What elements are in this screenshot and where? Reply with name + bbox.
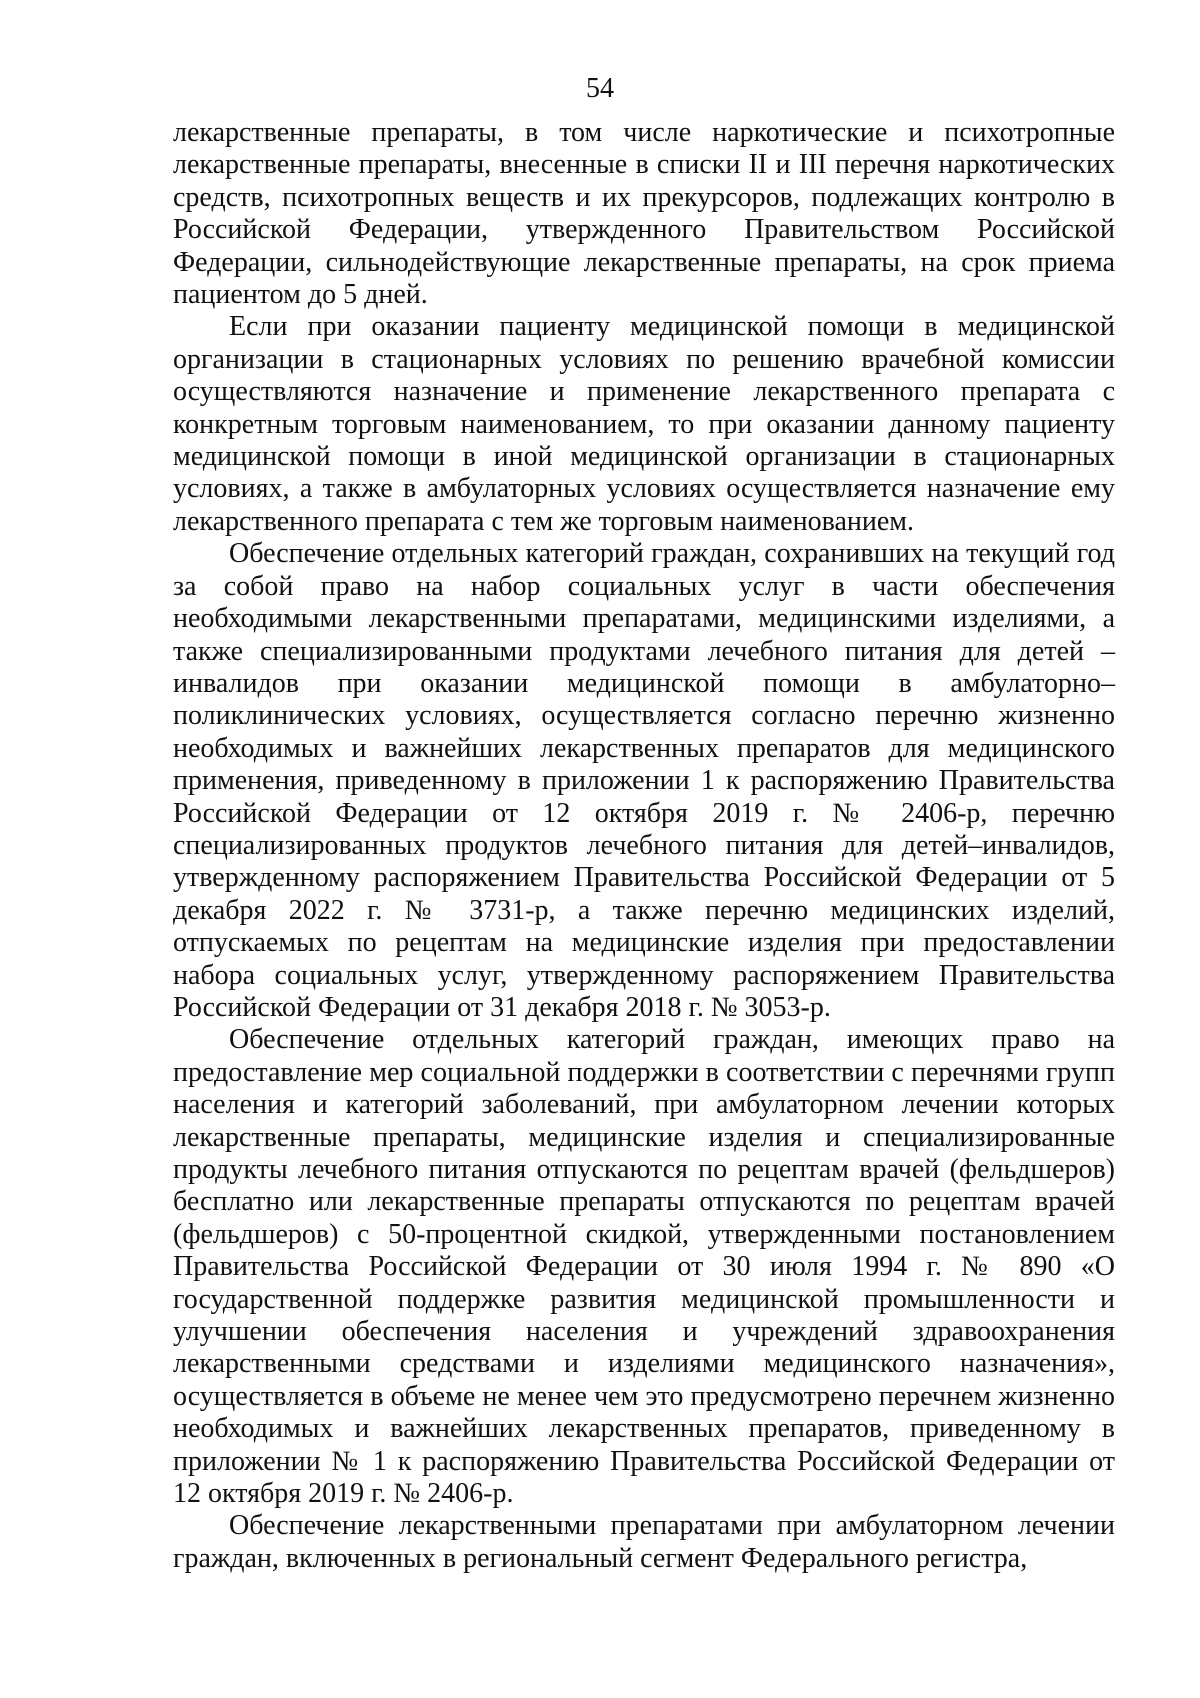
paragraph-regional-registry: Обеспечение лекарственными препаратами при амбулаторном лечении граждан, включенных в региональный сегмент Федерального регистра, bbox=[173, 1510, 1115, 1574]
document-body bbox=[173, 117, 1115, 1575]
paragraph-social-services-provision: Обеспечение отдельных категорий граждан, сохранивших на текущий год за собой право на набор социальных услуг в части обеспечения необходимыми лекарственными препаратами, медицинскими изделиями, а также специализированными продуктами лечебного питания для детей – инвалидов при оказании медицинской помощи в амбулаторно–поликлинических условиях, осуществляется согласно перечню жизненно необходимых и важнейших лекарственных препаратов для медицинского применения, приведенному в приложении 1 к распоряжению Правительства Российской Федерации от 12 октября 2019 г. № 2406-р, перечню специализированных продуктов лечебного питания для детей–инвалидов, утвержденному распоряжением Правительства Российской Федерации от 5 декабря 2022 г. № 3731-р, а также перечню медицинских изделий, отпускаемых по рецептам на медицинские изделия при предоставлении набора социальных услуг, утвержденному распоряжением Правительства Российской Федерации от 31 декабря 2018 г. № 3053-р. bbox=[173, 538, 1115, 1023]
page-number: 54 bbox=[586, 73, 614, 104]
paragraph-continuation: лекарственные препараты, в том числе наркотические и психотропные лекарственные препараты, внесенные в списки II и III перечня наркотических средств, психотропных веществ и их прекурсоров, подлежащих контролю в Российской Федерации, утвержденного Правительством Российской Федерации, сильнодействующие лекарственные препараты, на срок приема пациентом до 5 дней. bbox=[173, 117, 1115, 311]
paragraph-social-support-measures: Обеспечение отдельных категорий граждан, имеющих право на предоставление мер социальной поддержки в соответствии с перечнями групп населения и категорий заболеваний, при амбулаторном лечении которых лекарственные препараты, медицинские изделия и специализированные продукты лечебного питания отпускаются по рецептам врачей (фельдшеров) бесплатно или лекарственные препараты отпускаются по рецептам врачей (фельдшеров) с 50-процентной скидкой, утвержденными постановлением Правительства Российской Федерации от 30 июля 1994 г. № 890 «О государственной поддержке развития медицинской промышленности и улучшении обеспечения населения и учреждений здравоохранения лекарственными средствами и изделиями медицинского назначения», осуществляется в объеме не менее чем это предусмотрено перечнем жизненно необходимых и важнейших лекарственных препаратов, приведенному в приложении № 1 к распоряжению Правительства Российской Федерации от 12 октября 2019 г. № 2406-р. bbox=[173, 1024, 1115, 1510]
paragraph-trade-name-prescription: Если при оказании пациенту медицинской помощи в медицинской организации в стационарных условиях по решению врачебной комиссии осуществляются назначение и применение лекарственного препарата с конкретным торговым наименованием, то при оказании данному пациенту медицинской помощи в иной медицинской организации в стационарных условиях, а также в амбулаторных условиях осуществляется назначение ему лекарственного препарата с тем же торговым наименованием. bbox=[173, 311, 1115, 537]
